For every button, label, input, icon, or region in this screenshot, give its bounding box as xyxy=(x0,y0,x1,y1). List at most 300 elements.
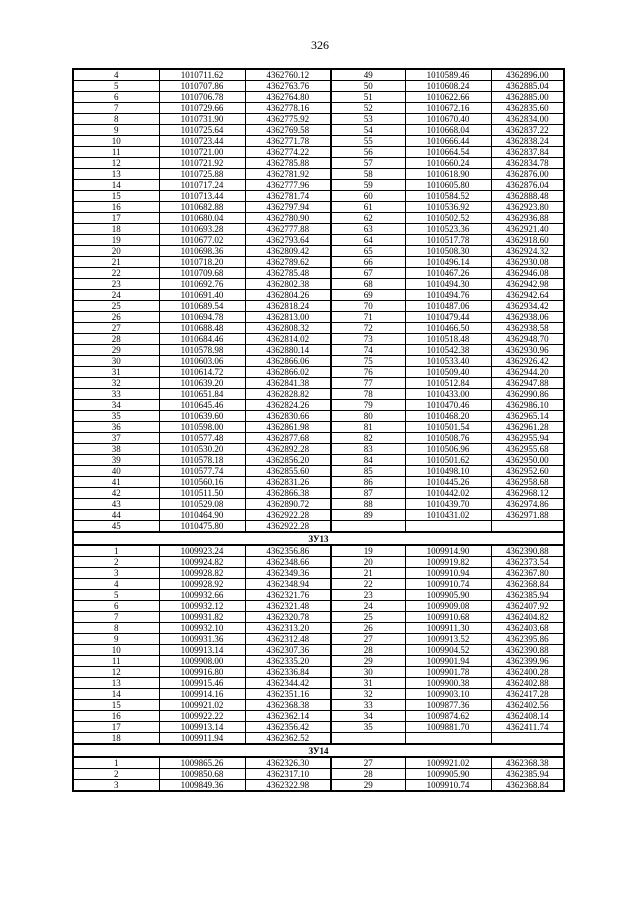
point-number-cell: 89 xyxy=(331,510,405,521)
y-coordinate-cell: 4362837.22 xyxy=(491,125,564,136)
x-coordinate-cell: 1009910.94 xyxy=(405,568,491,579)
y-coordinate-cell: 4362938.06 xyxy=(491,312,564,323)
point-number-cell: 13 xyxy=(73,169,159,180)
point-number-cell: 25 xyxy=(73,301,159,312)
x-coordinate-cell: 1010689.54 xyxy=(159,301,245,312)
y-coordinate-cell: 4362774.22 xyxy=(245,147,331,158)
table-row xyxy=(73,422,564,433)
point-number-cell: 14 xyxy=(73,180,159,191)
x-coordinate-cell: 1010502.52 xyxy=(405,213,491,224)
point-number-cell: 35 xyxy=(73,411,159,422)
y-coordinate-cell: 4362335.20 xyxy=(245,656,331,667)
table-row xyxy=(73,312,564,323)
x-coordinate-cell: 1010589.46 xyxy=(405,69,491,81)
x-coordinate-cell: 1010680.04 xyxy=(159,213,245,224)
x-coordinate-cell: 1010668.04 xyxy=(405,125,491,136)
point-number-cell: 38 xyxy=(73,444,159,455)
x-coordinate-cell: 1010518.48 xyxy=(405,334,491,345)
point-number-cell: 11 xyxy=(73,147,159,158)
y-coordinate-cell: 4362942.64 xyxy=(491,290,564,301)
x-coordinate-cell: 1010721.92 xyxy=(159,158,245,169)
y-coordinate-cell: 4362307.36 xyxy=(245,645,331,656)
x-coordinate-cell: 1010494.76 xyxy=(405,290,491,301)
x-coordinate-cell: 1009928.92 xyxy=(159,579,245,590)
point-number-cell: 26 xyxy=(331,623,405,634)
x-coordinate-cell: 1010517.78 xyxy=(405,235,491,246)
table-row xyxy=(73,510,564,521)
point-number-cell: 71 xyxy=(331,312,405,323)
y-coordinate-cell: 4362885.00 xyxy=(491,92,564,103)
point-number-cell: 75 xyxy=(331,356,405,367)
x-coordinate-cell: 1010506.96 xyxy=(405,444,491,455)
point-number-cell: 23 xyxy=(73,279,159,290)
x-coordinate-cell: 1010494.30 xyxy=(405,279,491,290)
point-number-cell: 1 xyxy=(73,545,159,557)
y-coordinate-cell: 4362789.62 xyxy=(245,257,331,268)
y-coordinate-cell: 4362830.66 xyxy=(245,411,331,422)
y-coordinate-cell: 4362961.28 xyxy=(491,422,564,433)
point-number-cell: 44 xyxy=(73,510,159,521)
x-coordinate-cell: 1010677.02 xyxy=(159,235,245,246)
y-coordinate-cell: 4362986.10 xyxy=(491,400,564,411)
y-coordinate-cell: 4362785.48 xyxy=(245,268,331,279)
x-coordinate-cell: 1010622.66 xyxy=(405,92,491,103)
y-coordinate-cell: 4362362.52 xyxy=(245,733,331,745)
table-row xyxy=(73,623,564,634)
point-number-cell: 32 xyxy=(73,378,159,389)
y-coordinate-cell: 4362876.04 xyxy=(491,180,564,191)
x-coordinate-cell: 1010523.36 xyxy=(405,224,491,235)
x-coordinate-cell: 1009914.16 xyxy=(159,689,245,700)
point-number-cell: 79 xyxy=(331,400,405,411)
y-coordinate-cell: 4362390.88 xyxy=(491,645,564,656)
point-number-cell: 10 xyxy=(73,645,159,656)
y-coordinate-cell: 4362317.10 xyxy=(245,769,331,780)
y-coordinate-cell: 4362781.92 xyxy=(245,169,331,180)
point-number-cell: 45 xyxy=(73,521,159,533)
y-coordinate-cell: 4362385.94 xyxy=(491,590,564,601)
y-coordinate-cell: 4362402.56 xyxy=(491,700,564,711)
point-number-cell: 81 xyxy=(331,422,405,433)
point-number-cell: 59 xyxy=(331,180,405,191)
y-coordinate-cell: 4362322.98 xyxy=(245,780,331,792)
coordinates-table xyxy=(72,68,565,792)
point-number-cell: 27 xyxy=(331,757,405,769)
x-coordinate-cell: 1009932.12 xyxy=(159,601,245,612)
y-coordinate-cell: 4362930.08 xyxy=(491,257,564,268)
point-number-cell: 56 xyxy=(331,147,405,158)
x-coordinate-cell: 1009905.90 xyxy=(405,590,491,601)
point-number-cell: 15 xyxy=(73,700,159,711)
y-coordinate-cell: 4362918.60 xyxy=(491,235,564,246)
x-coordinate-cell: 1010608.24 xyxy=(405,81,491,92)
y-coordinate-cell: 4362344.42 xyxy=(245,678,331,689)
x-coordinate-cell: 1010693.28 xyxy=(159,224,245,235)
point-number-cell: 11 xyxy=(73,656,159,667)
x-coordinate-cell: 1010639.60 xyxy=(159,411,245,422)
y-coordinate-cell: 4362950.00 xyxy=(491,455,564,466)
point-number-cell: 42 xyxy=(73,488,159,499)
y-coordinate-cell: 4362777.88 xyxy=(245,224,331,235)
x-coordinate-cell: 1010666.44 xyxy=(405,136,491,147)
x-coordinate-cell: 1010578.18 xyxy=(159,455,245,466)
y-coordinate-cell: 4362780.90 xyxy=(245,213,331,224)
y-coordinate-cell: 4362965.14 xyxy=(491,411,564,422)
y-coordinate-cell: 4362368.38 xyxy=(491,757,564,769)
y-coordinate-cell: 4362362.14 xyxy=(245,711,331,722)
y-coordinate-cell: 4362831.26 xyxy=(245,477,331,488)
point-number-cell: 82 xyxy=(331,433,405,444)
y-coordinate-cell: 4362896.00 xyxy=(491,69,564,81)
x-coordinate-cell: 1010501.54 xyxy=(405,422,491,433)
point-number-cell: 88 xyxy=(331,499,405,510)
y-coordinate-cell: 4362400.28 xyxy=(491,667,564,678)
point-number-cell: 77 xyxy=(331,378,405,389)
point-number-cell: 39 xyxy=(73,455,159,466)
x-coordinate-cell: 1009916.80 xyxy=(159,667,245,678)
table-row xyxy=(73,466,564,477)
y-coordinate-cell: 4362955.94 xyxy=(491,433,564,444)
x-coordinate-cell: 1009881.70 xyxy=(405,722,491,733)
y-coordinate-cell: 4362349.36 xyxy=(245,568,331,579)
y-coordinate-cell: 4362990.86 xyxy=(491,389,564,400)
x-coordinate-cell: 1010605.80 xyxy=(405,180,491,191)
point-number-cell: 6 xyxy=(73,92,159,103)
x-coordinate-cell: 1010645.46 xyxy=(159,400,245,411)
y-coordinate-cell: 4362793.64 xyxy=(245,235,331,246)
point-number-cell xyxy=(331,521,405,533)
table-row xyxy=(73,601,564,612)
y-coordinate-cell: 4362368.84 xyxy=(491,579,564,590)
table-row xyxy=(73,257,564,268)
x-coordinate-cell: 1010578.98 xyxy=(159,345,245,356)
point-number-cell: 34 xyxy=(331,711,405,722)
point-number-cell: 73 xyxy=(331,334,405,345)
y-coordinate-cell: 4362321.76 xyxy=(245,590,331,601)
x-coordinate-cell: 1010651.84 xyxy=(159,389,245,400)
table-row xyxy=(73,499,564,510)
x-coordinate-cell: 1010511.50 xyxy=(159,488,245,499)
y-coordinate-cell: 4362948.70 xyxy=(491,334,564,345)
y-coordinate-cell: 4362769.58 xyxy=(245,125,331,136)
x-coordinate-cell: 1009931.36 xyxy=(159,634,245,645)
x-coordinate-cell: 1010560.16 xyxy=(159,477,245,488)
section-heading-row xyxy=(73,532,564,545)
x-coordinate-cell: 1010466.50 xyxy=(405,323,491,334)
y-coordinate-cell: 4362968.12 xyxy=(491,488,564,499)
point-number-cell: 36 xyxy=(73,422,159,433)
point-number-cell: 29 xyxy=(331,656,405,667)
point-number-cell: 54 xyxy=(331,125,405,136)
table-row xyxy=(73,411,564,422)
point-number-cell: 3 xyxy=(73,568,159,579)
x-coordinate-cell: 1010530.20 xyxy=(159,444,245,455)
table-row xyxy=(73,568,564,579)
x-coordinate-cell: 1010672.16 xyxy=(405,103,491,114)
y-coordinate-cell: 4362403.68 xyxy=(491,623,564,634)
point-number-cell: 16 xyxy=(73,202,159,213)
x-coordinate-cell: 1009901.78 xyxy=(405,667,491,678)
y-coordinate-cell: 4362952.60 xyxy=(491,466,564,477)
x-coordinate-cell: 1010639.20 xyxy=(159,378,245,389)
y-coordinate-cell: 4362866.02 xyxy=(245,367,331,378)
x-coordinate-cell: 1010533.40 xyxy=(405,356,491,367)
x-coordinate-cell: 1010713.44 xyxy=(159,191,245,202)
point-number-cell: 8 xyxy=(73,114,159,125)
point-number-cell: 78 xyxy=(331,389,405,400)
y-coordinate-cell: 4362348.94 xyxy=(245,579,331,590)
y-coordinate-cell: 4362809.42 xyxy=(245,246,331,257)
point-number-cell: 35 xyxy=(331,722,405,733)
y-coordinate-cell: 4362802.38 xyxy=(245,279,331,290)
point-number-cell: 83 xyxy=(331,444,405,455)
y-coordinate-cell: 4362958.68 xyxy=(491,477,564,488)
page-number: 326 xyxy=(311,38,329,52)
point-number-cell: 12 xyxy=(73,667,159,678)
table-row xyxy=(73,136,564,147)
y-coordinate-cell: 4362855.60 xyxy=(245,466,331,477)
x-coordinate-cell: 1010470.46 xyxy=(405,400,491,411)
y-coordinate-cell: 4362930.96 xyxy=(491,345,564,356)
point-number-cell: 28 xyxy=(331,645,405,656)
y-coordinate-cell: 4362808.32 xyxy=(245,323,331,334)
point-number-cell: 27 xyxy=(331,634,405,645)
table-row xyxy=(73,656,564,667)
x-coordinate-cell: 1009911.94 xyxy=(159,733,245,745)
x-coordinate-cell: 1009911.30 xyxy=(405,623,491,634)
point-number-cell: 76 xyxy=(331,367,405,378)
y-coordinate-cell: 4362390.88 xyxy=(491,545,564,557)
table-row xyxy=(73,378,564,389)
point-number-cell: 12 xyxy=(73,158,159,169)
x-coordinate-cell: 1010442.02 xyxy=(405,488,491,499)
point-number-cell: 69 xyxy=(331,290,405,301)
y-coordinate-cell: 4362813.00 xyxy=(245,312,331,323)
y-coordinate-cell: 4362818.24 xyxy=(245,301,331,312)
point-number-cell: 43 xyxy=(73,499,159,510)
y-coordinate-cell: 4362926.42 xyxy=(491,356,564,367)
point-number-cell: 33 xyxy=(331,700,405,711)
point-number-cell: 5 xyxy=(73,81,159,92)
x-coordinate-cell: 1010618.90 xyxy=(405,169,491,180)
point-number-cell: 32 xyxy=(331,689,405,700)
x-coordinate-cell: 1009849.36 xyxy=(159,780,245,792)
point-number-cell: 33 xyxy=(73,389,159,400)
x-coordinate-cell: 1010433.00 xyxy=(405,389,491,400)
y-coordinate-cell: 4362326.30 xyxy=(245,757,331,769)
point-number-cell: 3 xyxy=(73,780,159,792)
table-row xyxy=(73,268,564,279)
table-row xyxy=(73,521,564,533)
x-coordinate-cell: 1009919.82 xyxy=(405,557,491,568)
point-number-cell: 21 xyxy=(73,257,159,268)
x-coordinate-cell: 1010508.30 xyxy=(405,246,491,257)
point-number-cell: 65 xyxy=(331,246,405,257)
y-coordinate-cell: 4362312.48 xyxy=(245,634,331,645)
x-coordinate-cell: 1010479.44 xyxy=(405,312,491,323)
point-number-cell: 50 xyxy=(331,81,405,92)
x-coordinate-cell: 1010664.54 xyxy=(405,147,491,158)
point-number-cell: 19 xyxy=(331,545,405,557)
x-coordinate-cell: 1010698.36 xyxy=(159,246,245,257)
y-coordinate-cell: 4362841.38 xyxy=(245,378,331,389)
table-row xyxy=(73,634,564,645)
x-coordinate-cell: 1010577.74 xyxy=(159,466,245,477)
y-coordinate-cell xyxy=(491,521,564,533)
point-number-cell: 6 xyxy=(73,601,159,612)
x-coordinate-cell: 1010614.72 xyxy=(159,367,245,378)
y-coordinate-cell: 4362922.28 xyxy=(245,521,331,533)
point-number-cell: 87 xyxy=(331,488,405,499)
y-coordinate-cell: 4362760.12 xyxy=(245,69,331,81)
point-number-cell: 62 xyxy=(331,213,405,224)
y-coordinate-cell: 4362407.92 xyxy=(491,601,564,612)
x-coordinate-cell: 1009924.82 xyxy=(159,557,245,568)
y-coordinate-cell: 4362838.24 xyxy=(491,136,564,147)
point-number-cell: 15 xyxy=(73,191,159,202)
table-row xyxy=(73,367,564,378)
x-coordinate-cell: 1010598.00 xyxy=(159,422,245,433)
x-coordinate-cell: 1009913.14 xyxy=(159,722,245,733)
table-row xyxy=(73,780,564,792)
point-number-cell: 23 xyxy=(331,590,405,601)
x-coordinate-cell: 1010717.24 xyxy=(159,180,245,191)
table-row xyxy=(73,334,564,345)
table-row xyxy=(73,579,564,590)
y-coordinate-cell: 4362368.84 xyxy=(491,780,564,792)
x-coordinate-cell: 1009877.36 xyxy=(405,700,491,711)
y-coordinate-cell: 4362777.96 xyxy=(245,180,331,191)
x-coordinate-cell: 1010496.14 xyxy=(405,257,491,268)
x-coordinate-cell: 1009922.22 xyxy=(159,711,245,722)
y-coordinate-cell: 4362336.84 xyxy=(245,667,331,678)
table-row xyxy=(73,191,564,202)
point-number-cell: 29 xyxy=(331,780,405,792)
y-coordinate-cell: 4362824.26 xyxy=(245,400,331,411)
y-coordinate-cell: 4362866.06 xyxy=(245,356,331,367)
x-coordinate-cell: 1010660.24 xyxy=(405,158,491,169)
y-coordinate-cell: 4362356.42 xyxy=(245,722,331,733)
table-row xyxy=(73,769,564,780)
y-coordinate-cell: 4362828.82 xyxy=(245,389,331,400)
x-coordinate-cell: 1009923.24 xyxy=(159,545,245,557)
point-number-cell: 18 xyxy=(73,224,159,235)
table-row xyxy=(73,246,564,257)
x-coordinate-cell: 1009904.52 xyxy=(405,645,491,656)
table-row xyxy=(73,147,564,158)
point-number-cell: 21 xyxy=(331,568,405,579)
table-row xyxy=(73,557,564,568)
y-coordinate-cell: 4362356.86 xyxy=(245,545,331,557)
table-row xyxy=(73,290,564,301)
x-coordinate-cell xyxy=(405,521,491,533)
y-coordinate-cell: 4362313.20 xyxy=(245,623,331,634)
x-coordinate-cell: 1010464.90 xyxy=(159,510,245,521)
table-row xyxy=(73,169,564,180)
y-coordinate-cell: 4362417.28 xyxy=(491,689,564,700)
x-coordinate-cell: 1009915.46 xyxy=(159,678,245,689)
point-number-cell: 24 xyxy=(331,601,405,612)
x-coordinate-cell: 1010431.02 xyxy=(405,510,491,521)
y-coordinate-cell: 4362946.08 xyxy=(491,268,564,279)
x-coordinate-cell: 1010487.06 xyxy=(405,301,491,312)
table-row xyxy=(73,678,564,689)
y-coordinate-cell: 4362866.38 xyxy=(245,488,331,499)
point-number-cell: 2 xyxy=(73,557,159,568)
table-row xyxy=(73,455,564,466)
y-coordinate-cell: 4362321.48 xyxy=(245,601,331,612)
point-number-cell: 52 xyxy=(331,103,405,114)
point-number-cell: 57 xyxy=(331,158,405,169)
point-number-cell: 51 xyxy=(331,92,405,103)
y-coordinate-cell: 4362348.66 xyxy=(245,557,331,568)
point-number-cell: 24 xyxy=(73,290,159,301)
table-row xyxy=(73,711,564,722)
point-number-cell: 29 xyxy=(73,345,159,356)
point-number-cell: 72 xyxy=(331,323,405,334)
table-row xyxy=(73,125,564,136)
point-number-cell: 17 xyxy=(73,213,159,224)
table-row xyxy=(73,224,564,235)
point-number-cell: 27 xyxy=(73,323,159,334)
y-coordinate-cell: 4362947.88 xyxy=(491,378,564,389)
point-number-cell: 60 xyxy=(331,191,405,202)
point-number-cell: 68 xyxy=(331,279,405,290)
table-row xyxy=(73,488,564,499)
table-row xyxy=(73,114,564,125)
y-coordinate-cell: 4362944.20 xyxy=(491,367,564,378)
y-coordinate-cell: 4362835.60 xyxy=(491,103,564,114)
point-number-cell: 2 xyxy=(73,769,159,780)
table-row xyxy=(73,389,564,400)
x-coordinate-cell: 1010512.84 xyxy=(405,378,491,389)
y-coordinate-cell: 4362804.26 xyxy=(245,290,331,301)
x-coordinate-cell: 1010721.00 xyxy=(159,147,245,158)
y-coordinate-cell: 4362974.86 xyxy=(491,499,564,510)
x-coordinate-cell: 1010684.46 xyxy=(159,334,245,345)
point-number-cell: 20 xyxy=(331,557,405,568)
y-coordinate-cell: 4362890.72 xyxy=(245,499,331,510)
table-row xyxy=(73,757,564,769)
point-number-cell: 22 xyxy=(331,579,405,590)
point-number-cell: 28 xyxy=(73,334,159,345)
table-row xyxy=(73,202,564,213)
x-coordinate-cell: 1010711.62 xyxy=(159,69,245,81)
point-number-cell: 55 xyxy=(331,136,405,147)
y-coordinate-cell: 4362781.74 xyxy=(245,191,331,202)
x-coordinate-cell: 1009913.14 xyxy=(159,645,245,656)
x-coordinate-cell: 1009910.68 xyxy=(405,612,491,623)
x-coordinate-cell: 1010509.40 xyxy=(405,367,491,378)
table-row xyxy=(73,667,564,678)
x-coordinate-cell: 1009874.62 xyxy=(405,711,491,722)
y-coordinate-cell: 4362771.78 xyxy=(245,136,331,147)
point-number-cell: 74 xyxy=(331,345,405,356)
y-coordinate-cell: 4362834.78 xyxy=(491,158,564,169)
x-coordinate-cell: 1009931.82 xyxy=(159,612,245,623)
y-coordinate-cell: 4362351.16 xyxy=(245,689,331,700)
y-coordinate-cell: 4362320.78 xyxy=(245,612,331,623)
y-coordinate-cell: 4362368.38 xyxy=(245,700,331,711)
point-number-cell: 16 xyxy=(73,711,159,722)
y-coordinate-cell: 4362408.14 xyxy=(491,711,564,722)
x-coordinate-cell: 1010536.92 xyxy=(405,202,491,213)
section-heading-row xyxy=(73,744,564,757)
table-row xyxy=(73,235,564,246)
y-coordinate-cell: 4362367.80 xyxy=(491,568,564,579)
point-number-cell: 80 xyxy=(331,411,405,422)
x-coordinate-cell: 1010498.10 xyxy=(405,466,491,477)
